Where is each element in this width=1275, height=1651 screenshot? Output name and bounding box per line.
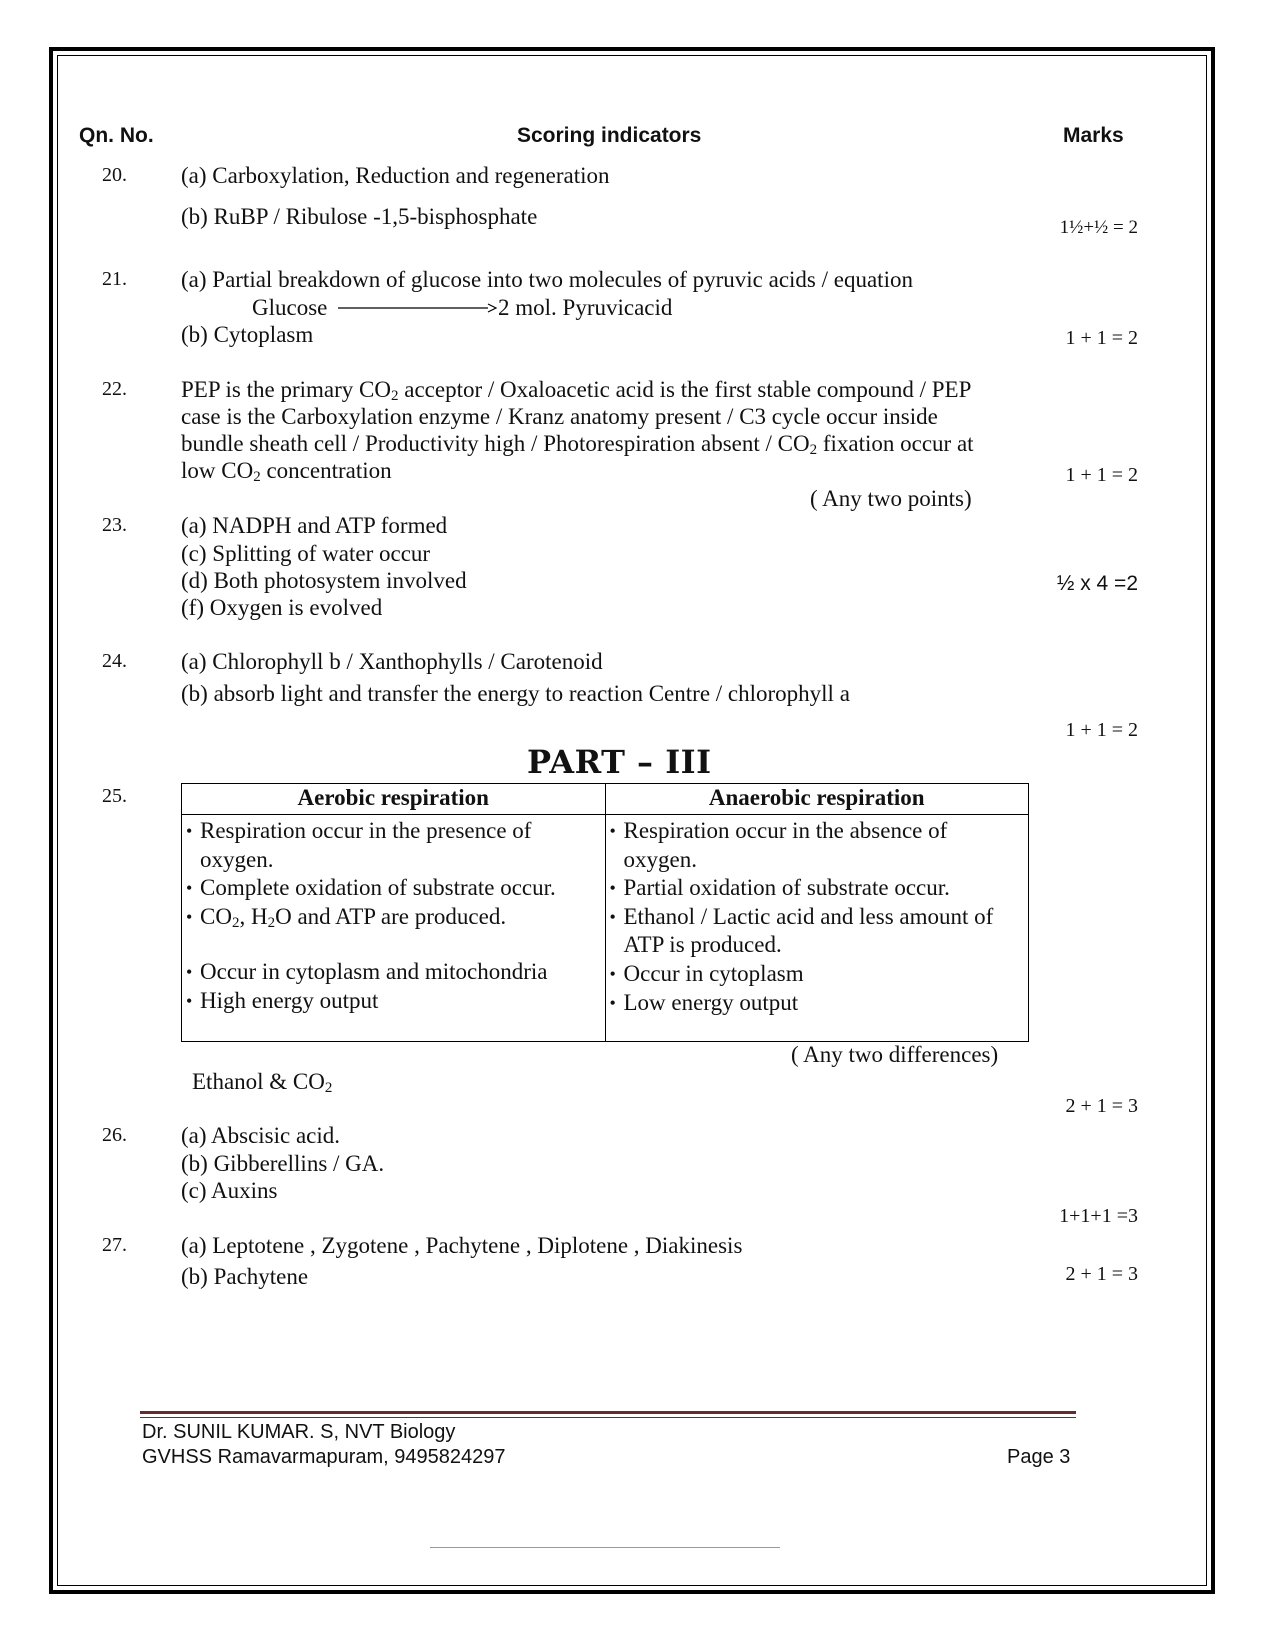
q20-number: 20. (102, 164, 127, 186)
table-header-row (182, 784, 1029, 815)
q20-part-b: (b) RuBP / Ribulose -1,5-bisphosphate (181, 204, 538, 229)
q23-marks: ½ x 4 =2 (1056, 572, 1138, 595)
anaerobic-point-2: • Partial oxidation of substrate occur. (609, 875, 950, 901)
q25-part-b: Ethanol & $CO_2$ (192, 1069, 333, 1096)
q22-note: ( Any two points) (810, 486, 972, 511)
anaerobic-cell (605, 815, 1029, 1042)
q24-marks: 1 + 1 = 2 (1065, 719, 1138, 741)
aerobic-point-2: • Complete oxidation of substrate occur. (186, 875, 556, 901)
col-anaerobic-header: Anaerobic respiration (605, 784, 1029, 815)
anaerobic-point-1: • Respiration occur in the absence of oxygen. (609, 818, 948, 872)
q21-number: 21. (102, 268, 127, 290)
header-qno: Qn. No. (79, 124, 154, 147)
q24-part-a: (a) Chlorophyll b / Xanthophylls / Carotenoid (181, 649, 603, 674)
q22-number: 22. (102, 378, 127, 400)
respiration-comparison-table (181, 783, 1029, 1042)
q27-number: 27. (102, 1234, 127, 1256)
footer-author: Dr. SUNIL KUMAR. S, NVT Biology (142, 1421, 456, 1443)
q21-marks: 1 + 1 = 2 (1065, 327, 1138, 349)
q26-part-c: (c) Auxins (181, 1178, 278, 1203)
aerobic-point-4: • Occur in cytoplasm and mitochondria (186, 959, 548, 985)
q23-part-c: (c) Splitting of water occur (181, 541, 431, 566)
q27-part-a: (a) Leptotene , Zygotene , Pachytene , Diplotene , Diakinesis (181, 1233, 743, 1258)
q22-marks: 1 + 1 = 2 (1065, 464, 1138, 486)
footer-page-number: Page 3 (1007, 1446, 1071, 1468)
col-aerobic-header: Aerobic respiration (182, 784, 606, 815)
q26-part-b: (b) Gibberellins / GA. (181, 1151, 385, 1176)
q21-part-b: (b) Cytoplasm (181, 322, 314, 347)
q20-marks: 1½+½ = 2 (1059, 217, 1138, 238)
table-row (182, 815, 1029, 1042)
q22-line-4: low $CO_2$ concentration (181, 458, 392, 485)
part-three-heading: PART – III (527, 743, 712, 781)
q21-equation-arrow (336, 300, 498, 316)
q25-note: ( Any two differences) (791, 1042, 999, 1067)
anaerobic-point-4: • Occur in cytoplasm (609, 960, 804, 986)
aerobic-point-3: • $CO_2$, $H_2O$ and ATP are produced. (186, 903, 507, 931)
q22-line-1: PEP is the primary $CO_2$ acceptor / Oxaloacetic acid is the first stable compound / PEP (181, 377, 972, 404)
q24-number: 24. (102, 650, 127, 672)
footer-rule-thin (140, 1417, 1076, 1418)
q25-number: 25. (102, 785, 127, 807)
q23-part-d: (d) Both photosystem involved (181, 568, 467, 593)
header-marks: Marks (1063, 124, 1124, 147)
q26-marks: 1+1+1 =3 (1059, 1205, 1138, 1227)
q23-number: 23. (102, 514, 127, 536)
q22-line-2: case is the Carboxylation enzyme / Kranz anatomy present / C3 cycle occur inside (181, 404, 938, 429)
q21-part-a: (a) Partial breakdown of glucose into two molecules of pyruvic acids / equation (181, 267, 913, 292)
footer-school: GVHSS Ramavarmapuram, 9495824297 (142, 1446, 506, 1468)
q27-marks: 2 + 1 = 3 (1065, 1263, 1138, 1285)
footer-rule (140, 1411, 1076, 1414)
aerobic-point-1: • Respiration occur in the presence of oxygen. (186, 818, 532, 872)
header-scoring: Scoring indicators (517, 124, 702, 147)
q21-equation-left: Glucose (252, 295, 328, 320)
aerobic-point-5: • High energy output (186, 987, 379, 1013)
q24-part-b: (b) absorb light and transfer the energy to reaction Centre / chlorophyll a (181, 681, 850, 706)
q23-part-a: (a) NADPH and ATP formed (181, 513, 448, 538)
q25-marks: 2 + 1 = 3 (1065, 1095, 1138, 1117)
q27-part-b: (b) Pachytene (181, 1264, 309, 1289)
q23-part-f: (f) Oxygen is evolved (181, 595, 383, 620)
q21-equation-right: 2 mol. Pyruvicacid (498, 295, 673, 320)
bottom-divider (430, 1547, 780, 1548)
q20-part-a: (a) Carboxylation, Reduction and regeneration (181, 163, 610, 188)
anaerobic-point-3: • Ethanol / Lactic acid and less amount of ATP is produced. (609, 903, 994, 958)
anaerobic-point-5: • Low energy output (609, 989, 799, 1015)
aerobic-cell (182, 815, 606, 1042)
q26-part-a: (a) Abscisic acid. (181, 1123, 341, 1148)
q26-number: 26. (102, 1124, 127, 1146)
q22-line-3: bundle sheath cell / Productivity high / Photorespiration absent / $CO_2$ fixation occur at (181, 431, 974, 458)
